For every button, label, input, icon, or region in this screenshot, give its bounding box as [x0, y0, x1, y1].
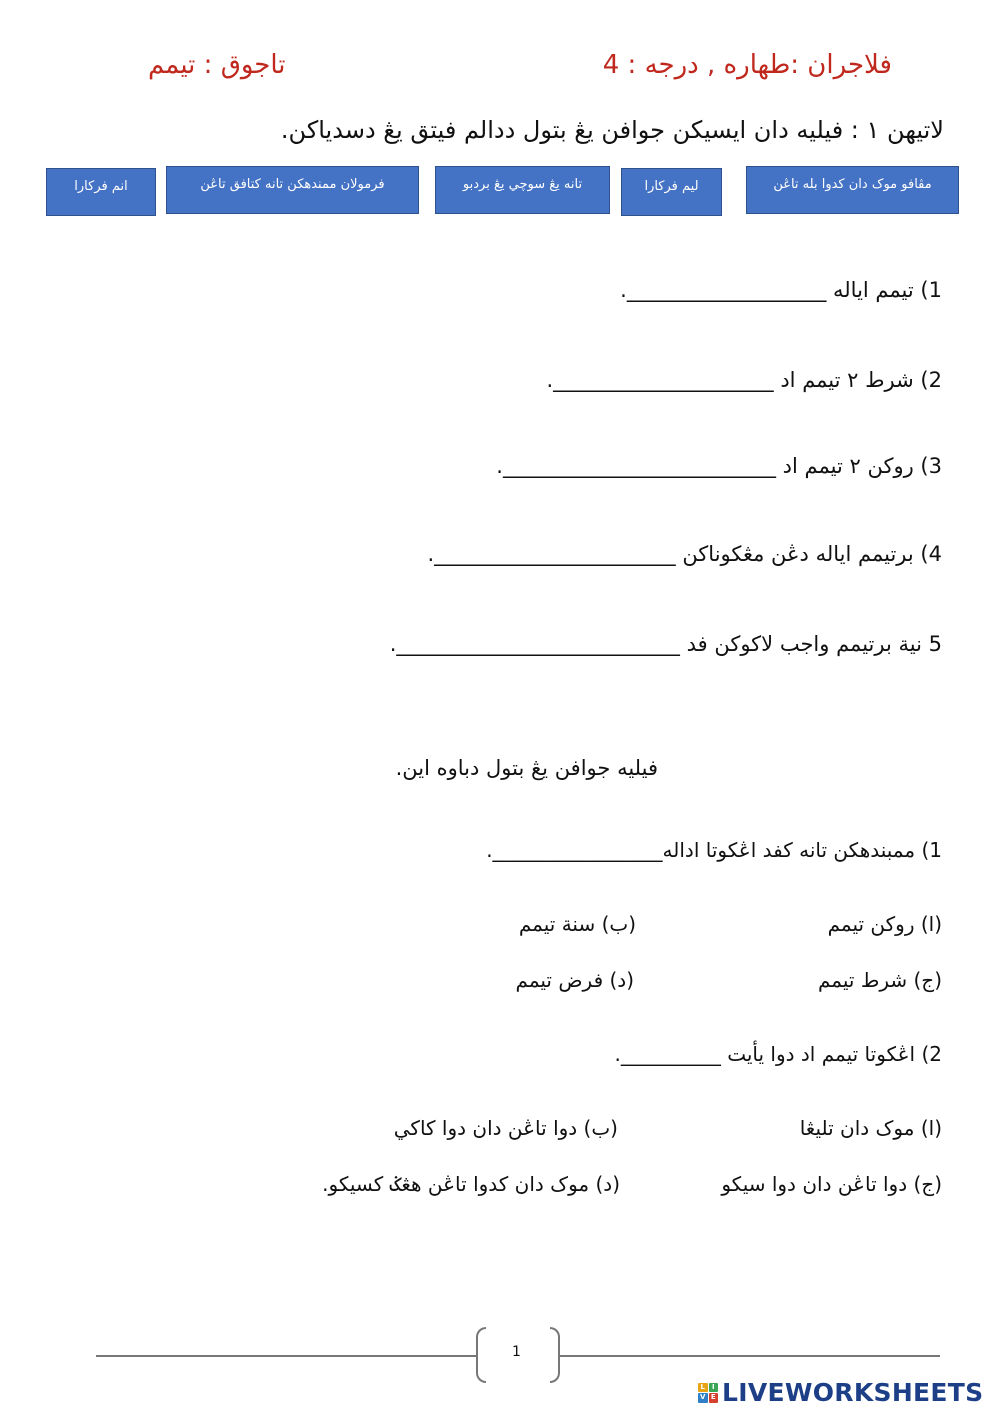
question-number: 3) [920, 454, 942, 478]
question-text: روكن ٢ تيمم اد [782, 454, 914, 478]
section1-instruction: لاتيهن ١ : فيليه دان ايسيكن جوافن يڠ بتول ددالم فيتق يڠ دسدياكن. [280, 116, 944, 144]
word-box-2[interactable]: ليم فركارا [621, 168, 722, 216]
word-box-5[interactable]: انم فركارا [46, 168, 156, 216]
answer-blank[interactable]: ___________________________. [389, 632, 680, 656]
mcq-1-option-b[interactable]: (ب) سنة تيمم [518, 912, 636, 936]
answer-blank[interactable]: __________________________. [496, 454, 776, 478]
question-2 [546, 368, 942, 392]
mcq-2-option-c[interactable]: (ج) دوا تاڠن دان دوا سيكو [721, 1172, 942, 1196]
page-number: 1 [512, 1344, 521, 1360]
mcq-2-option-b[interactable]: (ب) دوا تاڠن دان دوا كاكي [393, 1116, 618, 1140]
question-number: 5 [928, 632, 942, 656]
mcq-2-question [614, 1042, 942, 1066]
question-3 [496, 454, 942, 478]
subject-title: فلاجران :طهاره , درجه : 4 [602, 50, 892, 80]
question-4 [427, 542, 942, 566]
liveworksheets-logo-icon: L I V E [698, 1383, 718, 1403]
answer-blank[interactable]: __________. [614, 1042, 721, 1066]
question-text: ممبندهكن تانه كفد اڠكوتا اداله [662, 838, 916, 862]
answer-blank[interactable]: ___________________. [620, 278, 827, 302]
question-text: اڠكوتا تيمم اد دوا يأيت [727, 1042, 916, 1066]
answer-blank[interactable]: _____________________. [546, 368, 774, 392]
mcq-1-option-a[interactable]: (ا) روكن تيمم [827, 912, 942, 936]
mcq-1-option-d[interactable]: (د) فرض تيمم [515, 968, 634, 992]
word-box-3[interactable]: تانه يڠ سوچي يڠ بردبو [435, 166, 610, 214]
question-number: 1) [920, 278, 942, 302]
mcq-2-option-a[interactable]: (ا) موک دان تليڠا [799, 1116, 942, 1140]
word-box-1[interactable]: مڤافو موک دان كدوا بله تاڠن [746, 166, 959, 214]
question-text: شرط ٢ تيمم اد [780, 368, 914, 392]
topic-title: تاجوق : تيمم [148, 50, 286, 80]
question-number: 1) [921, 838, 942, 862]
page-bracket-left [476, 1327, 486, 1383]
mcq-2-option-d[interactable]: (د) موک دان كدوا تاڠن هڠݢ كسيكو. [322, 1172, 620, 1196]
question-number: 2) [920, 368, 942, 392]
answer-blank[interactable]: _________________. [486, 838, 663, 862]
question-5 [390, 632, 942, 656]
question-text: نية برتيمم واجب لاكوكن فد [686, 632, 922, 656]
brand-name: LIVEWORKSHEETS [722, 1378, 984, 1407]
liveworksheets-logo[interactable] [698, 1378, 983, 1407]
footer-line-right [558, 1355, 940, 1357]
answer-blank[interactable]: _______________________. [427, 542, 676, 566]
question-1 [620, 278, 942, 302]
question-text: تيمم اياله [833, 278, 914, 302]
page-bracket-right [550, 1327, 560, 1383]
footer-line-left [96, 1355, 478, 1357]
word-box-4[interactable]: فرمولان ممندهكن تانه كتافق تاڠن [166, 166, 419, 214]
question-number: 4) [920, 542, 942, 566]
question-number: 2) [921, 1042, 942, 1066]
question-text: برتيمم اياله دڠن مڠكوناكن [682, 542, 914, 566]
mcq-1-option-c[interactable]: (ج) شرط تيمم [818, 968, 942, 992]
section2-instruction: فيليه جوافن يڠ بتول دباوه اين. [395, 756, 658, 780]
mcq-1-question [486, 838, 942, 862]
